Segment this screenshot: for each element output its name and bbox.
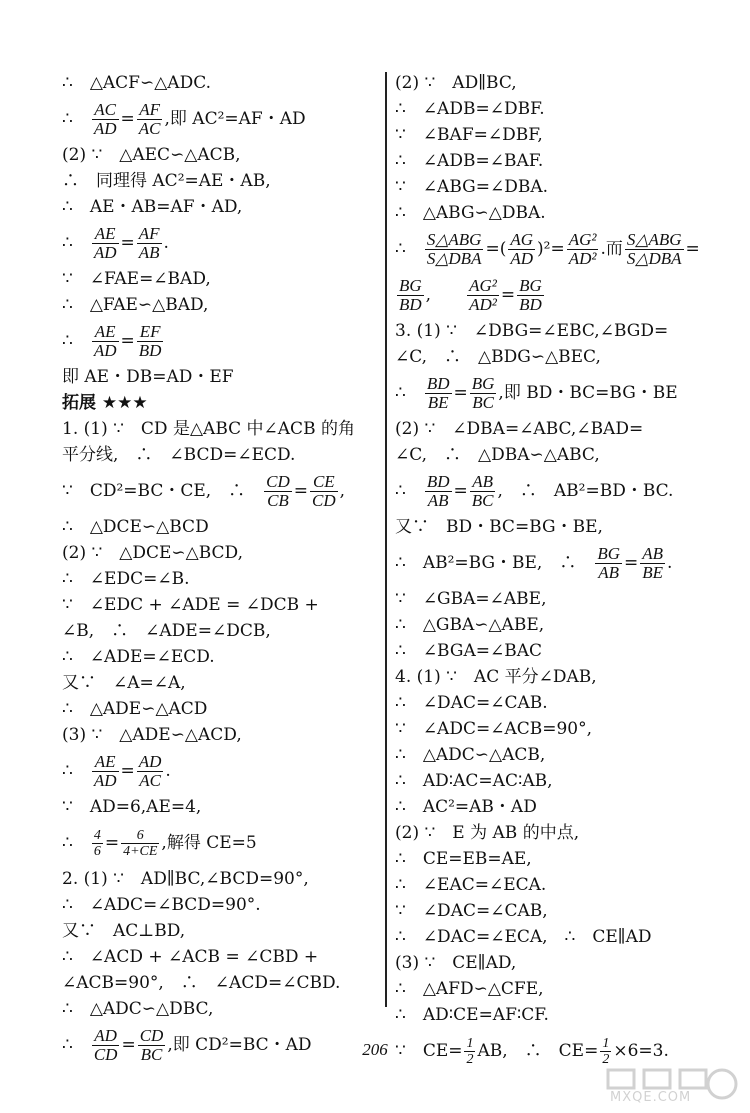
solution-line [62,416,380,442]
fraction [595,545,622,582]
line-text: = [120,331,135,351]
fraction-numerator: EF [137,323,164,342]
line-text: ∴ AB²=BG・BE, ∴ [395,553,594,573]
line-text: 3. (1) ∵ ∠DBG=∠EBC,∠BGD= [395,321,669,341]
fraction [567,231,599,268]
line-text: = [453,383,468,403]
solution-line [62,168,380,194]
fraction-denominator: CD [93,1045,118,1064]
fraction [425,231,484,268]
solution-line [395,612,713,638]
fraction-numerator: 1 [466,1036,474,1051]
fraction [137,225,162,262]
solution-line [395,70,713,96]
fraction-denominator: AD [510,249,534,268]
line-text: 又∵ BD・BC=BG・BE, [395,517,603,537]
line-text: ∴ △ACF∽△ADC. [62,73,211,93]
line-text: , [339,481,346,501]
fraction-denominator: 2 [602,1052,610,1067]
fraction-numerator: BG [399,276,422,295]
line-text: ∴ △ADE∽△ACD [62,699,208,719]
solution-line [395,272,713,318]
line-text: ∴ ∠BGA=∠BAC [395,641,542,661]
fraction [508,231,535,268]
fraction-numerator: AE [92,753,119,772]
line-text: ∵ ∠FAE=∠BAD, [62,269,211,289]
fraction-denominator: AC [139,771,161,790]
fraction [425,375,452,412]
line-text: 2. (1) ∵ AD∥BC,∠BCD=90°, [62,869,309,889]
solution-line [395,690,713,716]
line-text: 即 AE・DB=AD・EF [62,367,234,387]
line-text: ∴ ∠DAC=∠ECA, ∴ CE∥AD [395,927,652,947]
solution-line [62,996,380,1022]
solution-line [395,664,713,690]
solution-line [395,820,713,846]
line-text: 又∵ ∠A=∠A, [62,673,186,693]
line-text: (3) ∵ △ADE∽△ACD, [62,725,242,745]
line-text: ∴ [62,109,90,129]
line-text: ∴ ∠ADE=∠ECD. [62,647,215,667]
solution-line [395,716,713,742]
fraction-denominator: AD [93,119,117,138]
line-text: ∴ ∠DAC=∠CAB. [395,693,548,713]
line-text: ∴ [62,1035,90,1055]
solution-line [62,748,380,794]
line-text: ∴ [62,833,90,853]
fraction-numerator: AD [138,752,162,771]
solution-line [62,670,380,696]
line-text: ∴ △DCE∽△BCD [62,517,209,537]
line-text: (2) ∵ △AEC∽△ACB, [62,145,241,165]
line-text: ∵ ∠DAC=∠CAB, [395,901,548,921]
fraction-numerator: 6 [121,828,159,844]
fraction-numerator: CD [266,472,290,491]
line-text: ∵ ∠BAF=∠DBF, [395,125,543,145]
fraction-numerator: BD [426,374,450,393]
solution-line [395,200,713,226]
fraction-denominator: AD [93,341,117,360]
fraction-numerator: S△ABG [426,230,482,249]
line-text: ∴ ∠ADB=∠DBF. [395,99,545,119]
line-text: ∴ AE・AB=AF・AD, [62,197,243,217]
solution-line [62,722,380,748]
line-text: ,即 CD²=BC・AD [167,1035,312,1055]
line-text: = [104,833,120,853]
fraction-denominator: BD [519,295,542,314]
fraction-numerator: AB [470,473,496,492]
fraction-denominator: AB [598,563,620,582]
line-text: = [453,481,468,501]
fraction-denominator: 2 [466,1052,474,1067]
line-text: ∵ ∠EDC + ∠ADE = ∠DCB + [62,595,319,615]
line-text: (2) ∵ ∠DBA=∠ABC,∠BAD= [395,419,644,439]
line-text: ∴ ∠EDC=∠B. [62,569,190,589]
fraction [625,231,684,268]
solution-line [395,768,713,794]
solution-line [395,174,713,200]
solution-line [62,794,380,820]
fraction [310,473,338,510]
fraction-numerator: AB [642,544,664,563]
line-text: , [425,285,466,305]
solution-line [395,416,713,442]
line-text: 又∵ AC⊥BD, [62,921,186,941]
fraction-denominator: BE [427,393,449,412]
line-text: ∴ [62,233,90,253]
left-column [62,70,380,1068]
fraction-numerator: AG² [469,276,497,295]
line-text: = [624,553,639,573]
line-text: (2) ∵ E 为 AB 的中点, [395,823,580,843]
solution-line [62,644,380,670]
solution-line [395,442,713,468]
fraction-numerator: AF [137,101,163,120]
fraction-denominator: BC [472,393,494,412]
fraction [470,473,496,510]
fraction-numerator: AC [92,101,119,120]
fraction-numerator: AG² [568,230,597,249]
fraction [137,323,164,360]
column-divider [385,72,387,1007]
line-text: ∵ ∠GBA=∠ABE, [395,589,547,609]
line-text: ∵ ∠ADC=∠ACB=90°, [395,719,593,739]
solution-line [62,566,380,592]
fraction [137,753,164,790]
solution-line [62,96,380,142]
line-text: .而 [600,239,623,259]
line-text: 1. (1) ∵ CD 是△ABC 中∠ACB 的角 [62,419,355,439]
fraction-denominator: 6 [93,844,101,859]
line-text: ∴ ∠ADB=∠BAF. [395,151,544,171]
line-text: (3) ∵ CE∥AD, [395,953,517,973]
fraction-numerator: S△ABG [626,230,682,249]
fraction [517,277,544,314]
solution-line [62,892,380,918]
solution-line [395,540,713,586]
solution-line [62,820,380,866]
line-text: 拓展 ★★★ [62,393,148,413]
fraction-numerator: BD [426,472,450,491]
solution-line [395,872,713,898]
solution-line [62,592,380,618]
fraction [92,753,119,790]
fraction-denominator: 4+CE [123,844,158,859]
solution-line [395,846,713,872]
fraction-numerator: BG [471,374,495,393]
line-text: , ∴ AB²=BD・BC. [497,481,674,501]
solution-line [395,148,713,174]
line-text: ∴ [62,761,90,781]
fraction-denominator: BC [140,1045,163,1064]
line-text: 平分线, ∴ ∠BCD=∠ECD. [62,445,296,465]
fraction-numerator: 1 [602,1036,610,1051]
fraction-denominator: S△DBA [626,249,682,268]
line-text: ×6=3. [613,1041,669,1061]
fraction-denominator: AD [93,243,117,262]
line-text: . [163,233,169,253]
fraction-denominator: CB [267,491,289,510]
right-column [395,70,713,1074]
fraction-numerator: BG [519,276,542,295]
line-text: . [667,553,673,573]
line-text: ∴ △ADC∽△ACB, [395,745,546,765]
solution-line [395,976,713,1002]
line-text: ,即 BD・BC=BG・BE [498,383,678,403]
line-text: )²= [537,239,565,259]
line-text: ∠C, ∴ △DBA∽△ABC, [395,445,600,465]
fraction-denominator: AD² [469,295,497,314]
solution-line [62,266,380,292]
solution-line [62,866,380,892]
line-text: ∴ ∠EAC=∠ECA. [395,875,547,895]
line-text: ∴ [395,383,423,403]
solution-line [395,638,713,664]
solution-line [395,468,713,514]
solution-line [395,924,713,950]
line-text: ∵ AD=6,AE=4, [62,797,202,817]
solution-line [395,318,713,344]
fraction-numerator: CD [139,1026,164,1045]
solution-line [62,220,380,266]
line-text: ∴ AD∶AC=AC∶AB, [395,771,553,791]
section-heading [62,390,380,416]
fraction [137,101,163,138]
fraction-denominator: AD² [568,249,597,268]
line-text: ∴ ∠ADC=∠BCD=90°. [62,895,261,915]
solution-line [62,364,380,390]
line-text: ∴ △GBA∽△ABE, [395,615,545,635]
fraction-denominator: BC [471,491,494,510]
solution-line [395,226,713,272]
line-text: . [165,761,171,781]
line-text: ∵ ∠ABG=∠DBA. [395,177,549,197]
solution-line [62,468,380,514]
fraction-numerator: AD [92,1027,120,1046]
solution-line [62,696,380,722]
line-text: ,即 AC²=AF・AD [164,109,306,129]
fraction-numerator: CE [310,473,338,492]
solution-line [62,70,380,96]
line-text: ∴ [395,481,423,501]
fraction-numerator: AF [138,224,160,243]
line-text: ∵ CE= [395,1041,463,1061]
line-text: (2) ∵ △DCE∽△BCD, [62,543,243,563]
solution-line [62,618,380,644]
line-text: ∴ [62,331,90,351]
line-text: ,解得 CE=5 [161,833,257,853]
solution-line [62,540,380,566]
fraction [92,828,103,859]
line-text: ∴ [395,239,423,259]
line-text: = [685,239,700,259]
fraction-denominator: CD [312,491,336,510]
line-text: = [293,481,309,501]
line-text: = [121,1035,136,1055]
solution-line [62,918,380,944]
line-text: ∴ △ABG∽△DBA. [395,203,546,223]
fraction-denominator: AD [93,771,117,790]
solution-line [395,586,713,612]
line-text: AB, ∴ CE= [477,1041,599,1061]
fraction [92,101,119,138]
fraction-denominator: BD [138,341,162,360]
solution-line [395,794,713,820]
line-text: ∴ △ADC∽△DBC, [62,999,214,1019]
line-text: ∠B, ∴ ∠ADE=∠DCB, [62,621,271,641]
fraction [121,828,159,859]
solution-line [395,898,713,924]
fraction [92,323,119,360]
fraction [264,473,292,510]
fraction [92,225,119,262]
fraction-numerator: AG [510,230,534,249]
solution-line [395,344,713,370]
watermark-logo [600,1066,740,1108]
line-text: ∠ACB=90°, ∴ ∠ACD=∠CBD. [62,973,341,993]
solution-line [62,318,380,364]
line-text: ∴ AC²=AB・AD [395,797,537,817]
line-text: =( [485,239,507,259]
fraction-denominator: AC [138,119,161,138]
fraction [425,473,452,510]
fraction-numerator: BG [597,544,621,563]
line-text: 4. (1) ∵ AC 平分∠DAB, [395,667,597,687]
solution-line [395,96,713,122]
solution-line [395,1002,713,1028]
fraction-numerator: AE [92,225,119,244]
fraction-denominator: BE [642,563,664,582]
line-text: ∠C, ∴ △BDG∽△BEC, [395,347,601,367]
fraction [470,375,497,412]
fraction-denominator: AB [427,491,449,510]
line-text: = [120,233,135,253]
line-text: ∵ CD²=BC・CE, ∴ [62,481,263,501]
solution-line [395,742,713,768]
line-text: = [120,109,135,129]
solution-line [62,442,380,468]
line-text: ∴ ∠ACD + ∠ACB = ∠CBD + [62,947,319,967]
fraction-numerator: AE [92,323,119,342]
watermark-text: MXQE.COM [610,1090,692,1105]
fraction [397,277,424,314]
line-text: = [500,285,516,305]
solution-line [395,122,713,148]
solution-line [62,970,380,996]
fraction [640,545,665,582]
solution-line [62,194,380,220]
line-text: ∴ △AFD∽△CFE, [395,979,544,999]
solution-line [395,514,713,540]
solution-line [395,950,713,976]
solution-line [62,944,380,970]
fraction-denominator: BD [399,295,422,314]
fraction-numerator: 4 [93,828,101,843]
line-text: ∴ △FAE∽△BAD, [62,295,209,315]
line-text: ∴ 同理得 AC²=AE・AB, [62,171,271,191]
fraction-denominator: S△DBA [426,249,482,268]
fraction [467,277,499,314]
fraction-denominator: AB [138,243,160,262]
line-text: = [120,761,135,781]
solution-line [62,514,380,540]
solution-line [395,370,713,416]
line-text: ∴ CE=EB=AE, [395,849,532,869]
line-text: (2) ∵ AD∥BC, [395,73,517,93]
solution-line [62,292,380,318]
line-text: ∴ AD∶CE=AF∶CF. [395,1005,549,1025]
page-number: 206 [362,1040,388,1059]
solution-line [62,142,380,168]
